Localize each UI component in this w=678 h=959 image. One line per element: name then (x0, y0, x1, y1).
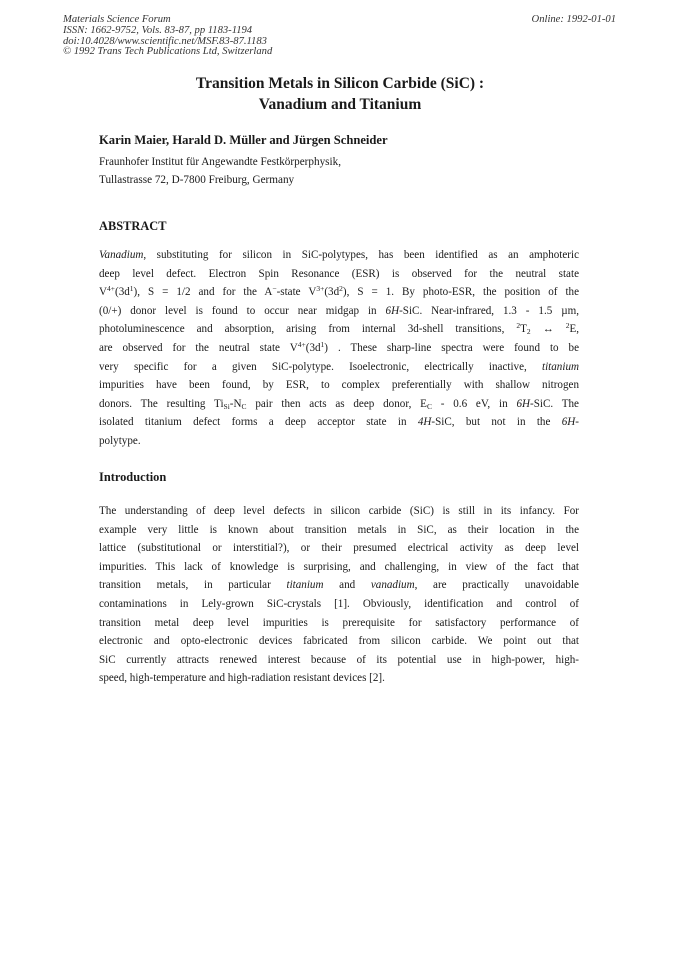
issn-line: ISSN: 1662-9752, Vols. 83-87, pp 1183-1194 (63, 24, 253, 36)
intro-line: The understanding of deep level defects in silicon carbide (SiC) is still in its infancy. For (99, 505, 579, 517)
intro-line: example very little is known about transition metals in SiC, as their location in the (99, 523, 579, 536)
paper-title (120, 73, 560, 115)
intro-line: contaminations in Lely-grown SiC-crystals [1]. Obviously, identification and control of (99, 597, 579, 610)
intro-line: speed, high-temperature and high-radiation resistant devices [2]. (99, 672, 385, 685)
affiliation (99, 153, 341, 189)
online-date: Online: 1992-01-01 (531, 14, 616, 25)
abstract-line: isolated titanium defect forms a deep acceptor state in 4H-SiC, but not in the 6H- (99, 416, 579, 429)
author-list: Karin Maier, Harald D. Müller and Jürgen Schneider (99, 133, 388, 147)
affiliation-line-2: Tullastrasse 72, D-7800 Freiburg, Germany (99, 174, 295, 186)
abstract-text (99, 246, 579, 451)
doi-link[interactable]: doi:10.4028/www.scientific.net/MSF.83-87.1183 (63, 35, 267, 47)
introduction-text (99, 502, 579, 688)
abstract-line: $V^{4+}(3d^1)$, S = 1/2 and for the A−-state $V^{3+}(3d^2)$, S = 1. By photo-ESR, the position of the (99, 284, 579, 299)
affiliation-line-1: Fraunhofer Institut für Angewandte Festkörperphysik, (99, 156, 342, 168)
intro-line: impurities. This lack of knowledge is surprising, and challenging, in view of the fact that (99, 560, 579, 573)
journal-name: Materials Science Forum (63, 14, 171, 25)
abstract-line: (0/+) donor level is found to occur near midgap in 6H-SiC. Near-infrared, 1.3 - 1.5 µm, (99, 304, 579, 317)
intro-line: electronic and opto-electronic devices fabricated from silicon carbide. We point out that (99, 635, 579, 648)
abstract-line: very specific for a given SiC-polytype. Isoelectronic, electrically inactive, titanium (99, 360, 579, 373)
abstract-heading: ABSTRACT (99, 219, 167, 233)
journal-header (63, 15, 272, 58)
abstract-line: are observed for the neutral state $V^{4+}(3d^1)$ . These sharp-line spectra were found to be (99, 339, 579, 354)
intro-line: transition metal deep level impurities is prerequisite for satisfactory performance of (99, 616, 579, 629)
abstract-line: photoluminescence and absorption, arising from internal 3d-shell transitions, $^2T_2$ ↔ $^2$E, (99, 321, 579, 337)
intro-line: transition metals, in particular titanium and vanadium, are practically unavoidable (99, 579, 579, 592)
abstract-line: impurities have been found, by ESR, to complex preferentially with shallow nitrogen (99, 379, 579, 392)
abstract-line: deep level defect. Electron Spin Resonance (ESR) is observed for the neutral state (99, 267, 579, 280)
title-line-1: Transition Metals in Silicon Carbide (SiC) : (195, 75, 485, 92)
abstract-line: Vanadium, substituting for silicon in SiC-polytypes, has been identified as an amphoteric (99, 249, 579, 261)
introduction-heading: Introduction (99, 470, 167, 484)
intro-line: SiC currently attracts renewed interest because of its potential use in high-power, high- (99, 653, 579, 666)
intro-line: lattice (substitutional or interstitial?), or their presumed electrical activity as deep level (99, 542, 579, 555)
abstract-line: polytype. (99, 434, 141, 447)
title-line-2: Vanadium and Titanium (258, 96, 422, 113)
copyright-line: © 1992 Trans Tech Publications Ltd, Switzerland (63, 46, 273, 58)
abstract-line: donors. The resulting $Ti_{Si}-N_C$ pair then acts as deep donor, $E_C - 0.6$ eV, in 6H-SiC. The (99, 397, 579, 411)
